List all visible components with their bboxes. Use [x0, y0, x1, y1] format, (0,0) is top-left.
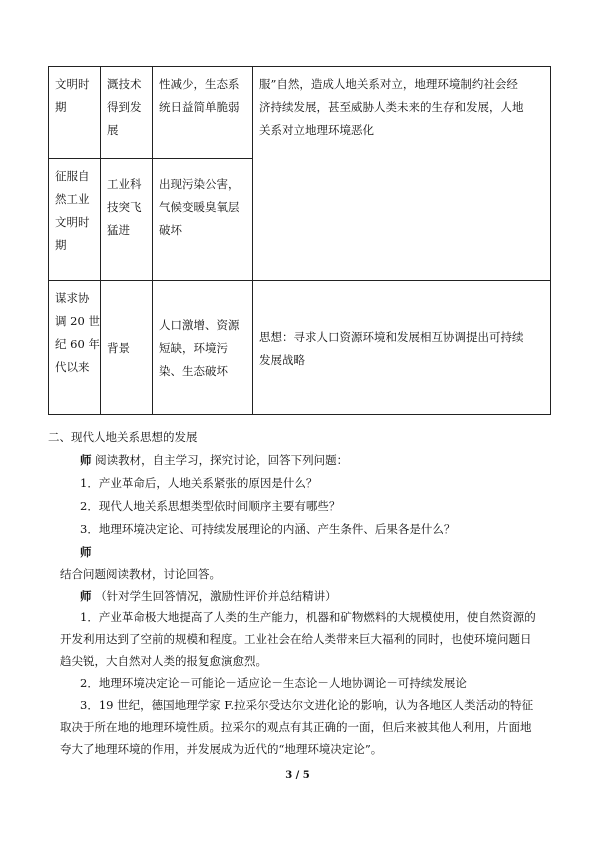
teacher-evaluation — [60, 586, 560, 606]
env-cell: 性减少，生态系 统日益简单脆弱 — [153, 67, 253, 159]
answer-paragraph: 3．19 世纪，德国地理学家 F.拉采尔受达尔文进化论的影响，认为各地区人类活动的特征取决于所在地的地理环境性质。拉采尔的观点有其正确的一面，但后来被其他人利用，片面地夸大了地理环境的作用，并发展成为近代的“地理环境决定论”。 — [60, 698, 534, 756]
page-number: 3 / 5 — [285, 770, 310, 781]
answer-paragraph: 2．地理环境决定论－可能论－适应论－生态论－人地协调论－可持续发展论 — [80, 676, 467, 690]
teacher-intro-text: 阅读教材，自主学习，探究讨论，回答下列问题： — [95, 453, 349, 467]
env-cell: 出现污染公害， 气候变暖臭氧层 破坏 — [153, 159, 253, 281]
question-item: 3．地理环境决定论、可持续发展理论的内涵、产生条件、后果各是什么？ — [80, 522, 456, 536]
teacher-label: 师 — [80, 545, 92, 559]
stage-cell: 文明时 期 — [49, 67, 101, 159]
teacher-evaluation-text: （针对学生回答情况，激励性评价并总结精讲） — [95, 589, 337, 603]
tech-cell: 背景 — [101, 281, 153, 415]
thought-cell: 服”自然，造成人地关系对立，地理环境制约社会经 济持续发展，甚至威胁人类未来的生存和发展，人地 关系对立地理环境恶化 — [253, 67, 551, 281]
teacher-label: 师 — [80, 453, 92, 467]
stage-cell: 谋求协 调 20 世 纪 60 年 代以来 — [49, 281, 101, 415]
teacher-intro — [60, 450, 560, 470]
human-land-relation-table — [48, 66, 551, 415]
question-item: 1．产业革命后，人地关系紧张的原因是什么？ — [80, 476, 318, 490]
stage-cell: 征服自 然工业 文明时 期 — [49, 159, 101, 281]
table-row — [49, 67, 551, 159]
instruction-text: 结合问题阅读教材，讨论回答。 — [60, 567, 221, 581]
answer-paragraph: 1．产业革命极大地提高了人类的生产能力，机器和矿物燃料的大规模使用，使自然资源的开发利用达到了空前的规模和程度。工业社会在给人类带来巨大福利的同时，也使环境问题日趋尖锐，大自然对人类的报复愈演愈烈。 — [60, 610, 536, 668]
tech-cell: 溉技术 得到发 展 — [101, 67, 153, 159]
tech-cell: 工业科 技突飞 猛进 — [101, 159, 153, 281]
thought-cell: 思想：寻求人口资源环境和发展相互协调提出可持续 发展战略 — [253, 281, 551, 415]
teacher-label: 师 — [80, 589, 92, 603]
section-heading: 二、现代人地关系思想的发展 — [48, 430, 198, 444]
env-cell: 人口激增、资源 短缺，环境污 染、生态破坏 — [153, 281, 253, 415]
table-row — [49, 281, 551, 415]
question-item: 2．现代人地关系思想类型依时间顺序主要有哪些？ — [80, 499, 341, 513]
